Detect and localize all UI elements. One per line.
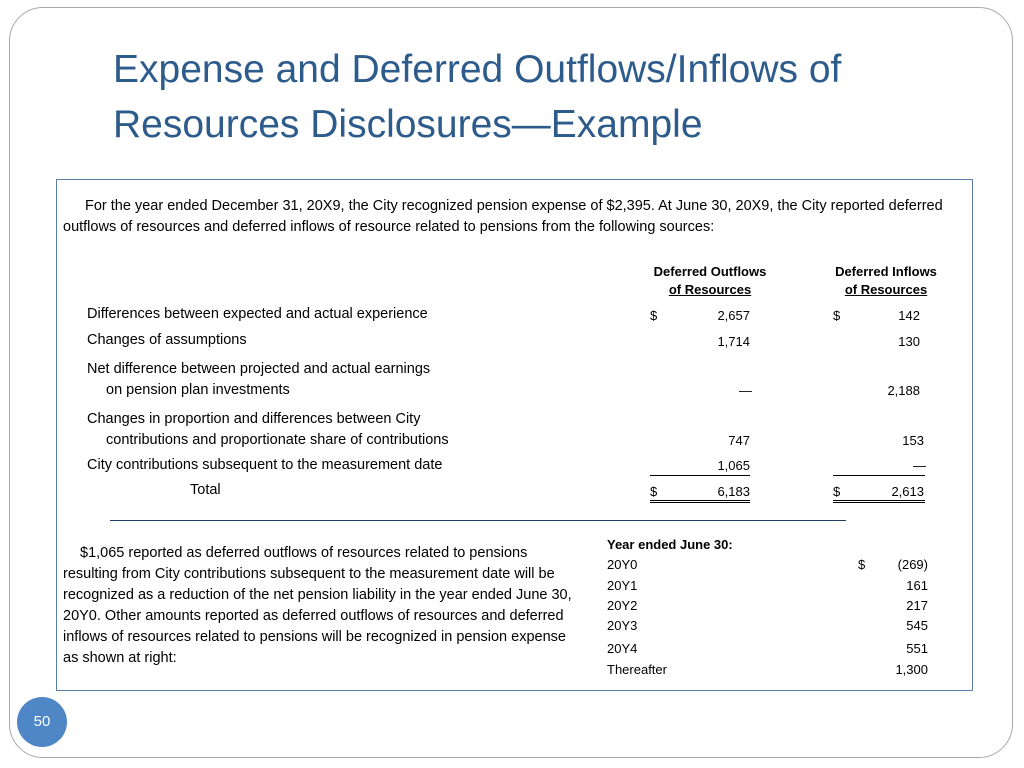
currency-symbol: $ bbox=[650, 484, 658, 499]
column-header-line: of Resources bbox=[668, 282, 752, 297]
section-divider bbox=[110, 520, 846, 521]
outflows-value: 747 bbox=[728, 433, 750, 448]
currency-symbol: $ bbox=[650, 308, 658, 323]
column-header-line: of Resources bbox=[844, 282, 928, 297]
subtotal-underline bbox=[650, 475, 750, 476]
row-label: Changes in proportion and differences between City bbox=[87, 411, 421, 427]
total-double-underline bbox=[833, 500, 925, 501]
schedule-year: Thereafter bbox=[607, 662, 667, 677]
total-label: Total bbox=[190, 482, 221, 498]
inflows-value: — bbox=[913, 458, 926, 473]
schedule-year: 20Y3 bbox=[607, 618, 638, 633]
currency-symbol: $ bbox=[858, 557, 866, 572]
subtotal-underline bbox=[833, 475, 925, 476]
schedule-year: 20Y0 bbox=[607, 557, 638, 572]
inflows-value: 2,188 bbox=[887, 383, 920, 398]
currency-symbol: $ bbox=[833, 308, 841, 323]
column-header-line: Deferred Inflows bbox=[835, 264, 937, 279]
schedule-amount: 1,300 bbox=[895, 662, 928, 677]
outflows-value: 2,657 bbox=[717, 308, 750, 323]
outflows-value: 1,714 bbox=[717, 334, 750, 349]
intro-paragraph: For the year ended December 31, 20X9, the City recognized pension expense of $2,395. At June 30, 20X9, the City reported deferred outflows of resources and deferred inflows of resource related to pensions from the following sources: bbox=[63, 198, 943, 235]
inflows-value: 142 bbox=[898, 308, 920, 323]
row-label-continued: contributions and proportionate share of contributions bbox=[106, 432, 449, 448]
schedule-year: 20Y1 bbox=[607, 578, 638, 593]
recognition-note: $1,065 reported as deferred outflows of resources related to pensions resulting from City contributions subsequent to the measurement date will be recognized as a reduction of the net pension liability in the year ended June 30, 20Y0. Other amounts reported as deferred outflows of resources and deferred inflows of resources related to pensions will be recognized in pension expense as shown at right: bbox=[63, 545, 572, 666]
title-line-1: Expense and Deferred Outflows/Inflows of bbox=[113, 48, 842, 91]
schedule-year: 20Y2 bbox=[607, 598, 638, 613]
column-header-line: Deferred Outflows bbox=[653, 264, 767, 279]
currency-symbol: $ bbox=[833, 484, 841, 499]
total-outflows-value: 6,183 bbox=[717, 484, 750, 499]
row-label: Differences between expected and actual experience bbox=[87, 306, 428, 322]
outflows-value: — bbox=[739, 383, 752, 398]
page-number-badge: 50 bbox=[17, 697, 67, 747]
schedule-amount: 217 bbox=[906, 598, 928, 613]
schedule-amount: (269) bbox=[897, 557, 928, 572]
schedule-year: 20Y4 bbox=[607, 641, 638, 656]
schedule-title: Year ended June 30: bbox=[607, 537, 733, 552]
row-label: City contributions subsequent to the measurement date bbox=[87, 457, 443, 473]
schedule-amount: 545 bbox=[906, 618, 928, 633]
total-inflows-value: 2,613 bbox=[891, 484, 924, 499]
title-line-2: Resources Disclosures—Example bbox=[113, 103, 703, 146]
inflows-value: 130 bbox=[898, 334, 920, 349]
total-double-underline bbox=[650, 500, 750, 501]
total-double-underline bbox=[650, 502, 750, 503]
column-header-deferred-outflows bbox=[635, 263, 785, 299]
column-header-deferred-inflows bbox=[816, 263, 956, 299]
inflows-value: 153 bbox=[902, 433, 924, 448]
slide-title bbox=[113, 42, 993, 152]
row-label: Changes of assumptions bbox=[87, 332, 247, 348]
total-double-underline bbox=[833, 502, 925, 503]
row-label: Net difference between projected and actual earnings bbox=[87, 361, 431, 377]
schedule-amount: 551 bbox=[906, 641, 928, 656]
row-label-continued: on pension plan investments bbox=[106, 382, 290, 398]
outflows-value: 1,065 bbox=[717, 458, 750, 473]
schedule-amount: 161 bbox=[906, 578, 928, 593]
